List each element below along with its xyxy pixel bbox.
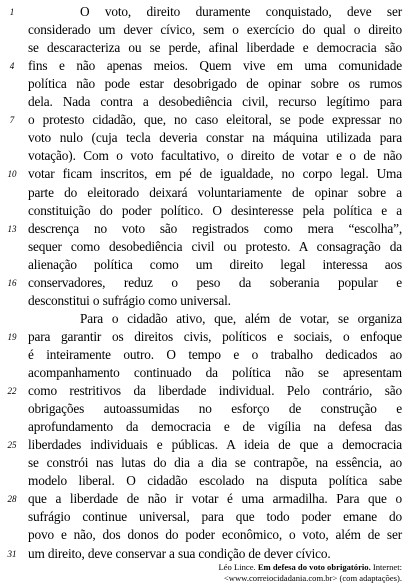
text-line: que a liberdade de não ir votar é uma armadilha. Para que o <box>28 491 402 507</box>
text-line: sufrágio continue universal, para que todo poder emane do <box>28 509 402 525</box>
citation-note: (com adaptações). <box>339 573 402 583</box>
line-number: 4 <box>9 61 15 72</box>
text-line: obrigações autoassumidas no esforço de construção e <box>28 401 402 417</box>
text-line: para garantir os direitos civis, políticos e sociais, o enfoque <box>28 328 402 344</box>
citation-source-label: Internet: <box>372 562 402 572</box>
line-number: 10 <box>7 169 17 180</box>
text-line: aprofundamento da democracia e de vigília na defesa das <box>28 419 402 435</box>
text-line: acompanhamento continuado da política não se apresentam <box>28 365 402 380</box>
line-number: 7 <box>9 115 15 126</box>
text-line: O voto, direito duramente conquistado, deve ser <box>80 4 402 19</box>
text-line: política não pode estar desobrigado de opinar sobre os rumos <box>28 76 402 92</box>
line-number: 31 <box>7 548 17 559</box>
text-line: considerado um dever cívico, sem o exercício do qual o direito <box>28 22 402 38</box>
citation-line-2 <box>218 573 402 584</box>
text-line: fins e não apenas meios. Quem vive em uma comunidade <box>28 58 402 74</box>
line-number: 13 <box>7 223 17 234</box>
line-number: 22 <box>7 386 17 397</box>
text-line: o protesto cidadão, que, no caso eleitoral, se pode expressar no <box>28 112 402 128</box>
text-line: se descaracteriza ou se perde, afinal liberdade e democracia são <box>28 40 402 56</box>
citation-url: <www.correiocidadania.com.br> <box>223 573 338 583</box>
text-line: votar ficam inscritos, em pé de igualdade, no corpo legal. Uma <box>28 166 402 182</box>
text-line: sequer como desobediência civil ou protesto. A consagração da <box>28 238 402 254</box>
text-line: um direito, deve conservar a sua condição de dever cívico. <box>28 545 331 561</box>
text-line: se constrói nas lutas do dia a dia se contrapõe, na essência, ao <box>28 455 402 471</box>
line-number: 1 <box>9 7 15 17</box>
line-number: 19 <box>7 331 17 342</box>
text-line: conservadores, reduz o peso da soberania popular e <box>28 274 402 290</box>
text-line: voto nulo (cuja tecla deveria constar na máquina utilizada para <box>28 130 402 146</box>
text-line: descrença no voto são registrados como mera “escolha”, <box>28 220 402 236</box>
text-line: liberdades individuais e públicas. A ideia de que a democracia <box>28 437 402 453</box>
citation-title: Em defesa do voto obrigatório. <box>257 562 371 572</box>
text-line: é inteiramente outro. O tempo e o trabalho dedicados ao <box>28 346 402 362</box>
text-line: parte do eleitorado deixará voluntariamente de opinar sobre a <box>28 184 402 200</box>
text-line: modelo liberal. O cidadão escolado na disputa política sabe <box>28 473 402 489</box>
citation-line-1 <box>218 562 402 573</box>
text-line: povo e não, dos donos do poder econômico, o voto, além de ser <box>28 527 402 543</box>
citation-author: Léo Lince. <box>218 562 256 572</box>
line-number: 25 <box>7 440 17 451</box>
text-line: constituição do poder político. O desinteresse pela política e a <box>28 202 402 218</box>
text-line: dela. Nada contra a desobediência civil, recurso legítimo para <box>28 94 402 110</box>
text-line: alienação política como um direito legal interessa aos <box>28 256 402 272</box>
citation <box>218 562 402 584</box>
line-number: 28 <box>7 494 17 505</box>
text-line: Para o cidadão ativo, que, além de votar, se organiza <box>80 310 402 326</box>
text-line: votação). Com o voto facultativo, o direito de votar e o de não <box>28 148 402 164</box>
text-line: como restritivos da liberdade individual. Pelo contrário, são <box>28 383 402 399</box>
text-line: desconstitui o sufrágio como universal. <box>28 292 231 308</box>
line-number: 16 <box>7 277 17 288</box>
